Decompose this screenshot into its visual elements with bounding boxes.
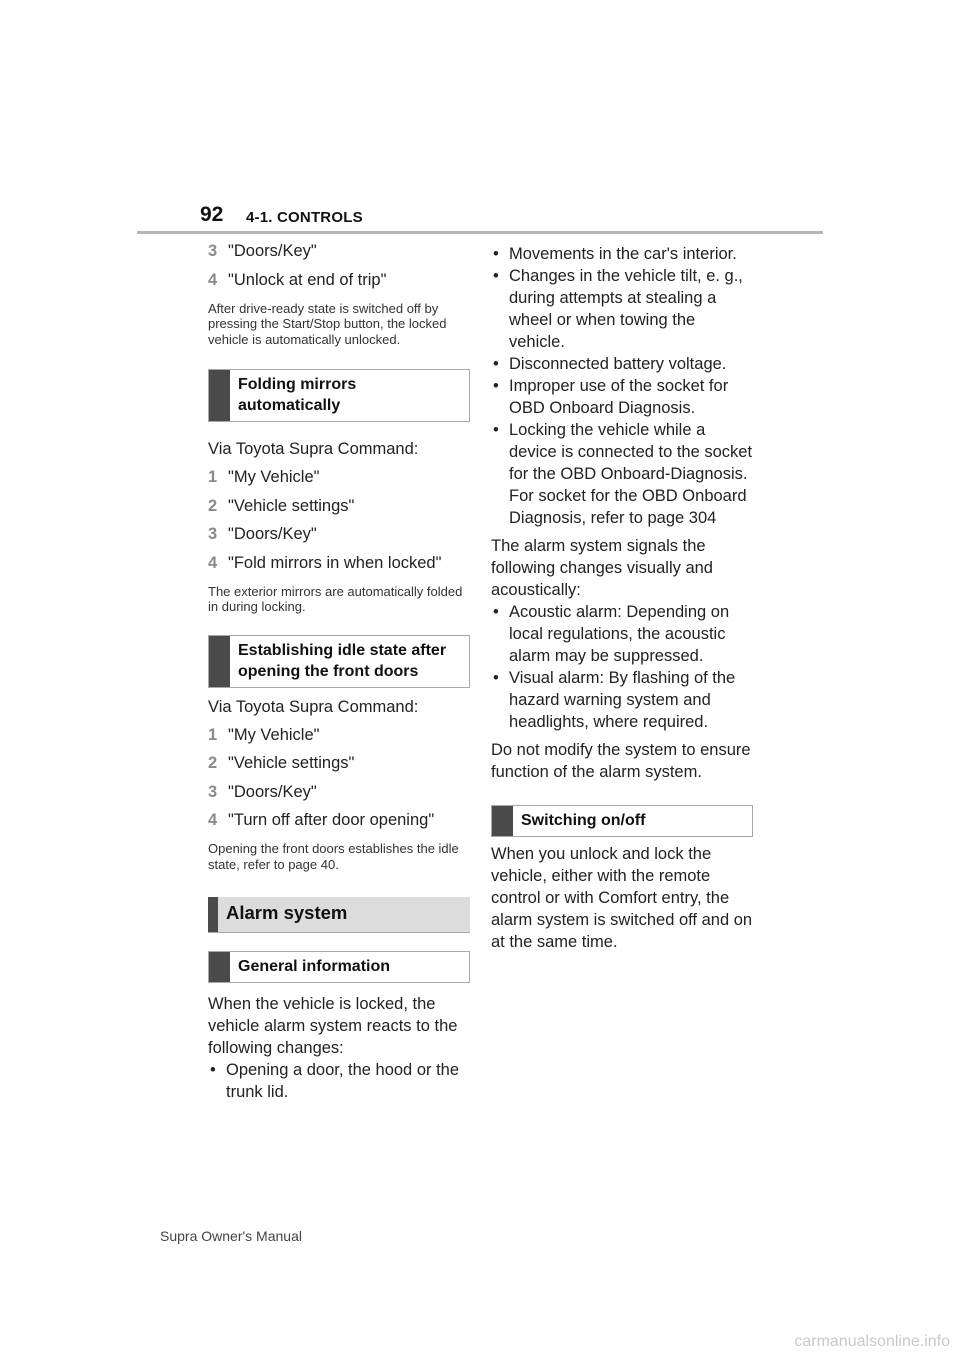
left-column bbox=[208, 240, 470, 1103]
header-rule bbox=[137, 231, 823, 234]
heading-text: Folding mirrors automatically bbox=[238, 376, 357, 414]
step-item bbox=[208, 552, 470, 574]
step-number: 2 bbox=[208, 496, 218, 515]
page-number: 92 bbox=[200, 203, 224, 226]
step-item bbox=[208, 495, 470, 517]
note-idle: Opening the front doors establishes the idle state, refer to page 40. bbox=[208, 841, 459, 872]
step-text: "Doors/Key" bbox=[228, 782, 317, 801]
via-command-text: Via Toyota Supra Command: bbox=[208, 440, 419, 458]
right-column bbox=[491, 243, 753, 953]
list-item: • Opening a door, the hood or the trunk lid. bbox=[208, 1059, 470, 1103]
heading-bar bbox=[209, 636, 230, 687]
general-info-heading bbox=[208, 951, 470, 983]
step-item bbox=[208, 752, 470, 774]
heading-text: General information bbox=[238, 958, 391, 975]
manual-name: Supra Owner's Manual bbox=[160, 1228, 302, 1244]
section-title: 4-1. CONTROLS bbox=[246, 209, 363, 226]
general-bullets bbox=[208, 1059, 470, 1103]
step-text: "Vehicle settings" bbox=[228, 754, 355, 772]
step-item bbox=[208, 809, 470, 831]
step-number: 3 bbox=[208, 782, 218, 801]
heading-text: Switching on/off bbox=[521, 812, 646, 829]
signal-bullets bbox=[491, 601, 753, 733]
switching-heading bbox=[491, 805, 753, 837]
list-item: • Acoustic alarm: Depending on local regulations, the acoustic alarm may be suppressed. bbox=[491, 601, 753, 667]
heading-bar bbox=[208, 897, 218, 932]
step-number: 4 bbox=[208, 811, 218, 829]
alarm-system-heading bbox=[208, 897, 470, 933]
change-bullets bbox=[491, 243, 753, 529]
step-text: "Turn off after door opening" bbox=[228, 811, 435, 829]
folding-mirrors-heading bbox=[208, 369, 470, 422]
heading-text: Establishing idle state after opening the front doors bbox=[238, 641, 447, 680]
step-item bbox=[208, 523, 470, 545]
step-number: 3 bbox=[208, 242, 218, 260]
step-number: 1 bbox=[208, 725, 218, 744]
list-item: • Movements in the car's interior. bbox=[491, 243, 753, 265]
list-item: • Locking the vehicle while a device is connected to the socket for the OBD Onboard-Diagnosis. For socket for the OBD Onboard Diagnosis, refer to page 304 bbox=[491, 419, 753, 529]
step-item bbox=[208, 466, 470, 488]
step-number: 4 bbox=[208, 270, 218, 289]
step-text: "Doors/Key" bbox=[228, 242, 317, 260]
step-number: 2 bbox=[208, 754, 218, 772]
step-item bbox=[208, 724, 470, 746]
watermark: carmanualsonline.info bbox=[794, 1333, 950, 1350]
note-unlock: After drive-ready state is switched off by pressing the Start/Stop button, the locked vehicle is automatically unlocked. bbox=[208, 300, 447, 347]
step-text: "Vehicle settings" bbox=[228, 496, 355, 515]
step-text: "Fold mirrors in when locked" bbox=[228, 553, 442, 572]
note-mirrors: The exterior mirrors are automatically folded in during locking. bbox=[208, 583, 463, 614]
list-item: • Disconnected battery voltage. bbox=[491, 353, 753, 375]
step-number: 1 bbox=[208, 468, 218, 486]
step-text: "Unlock at end of trip" bbox=[228, 270, 387, 289]
step-text: "My Vehicle" bbox=[228, 725, 320, 744]
step-text: "My Vehicle" bbox=[228, 468, 320, 486]
step-item bbox=[208, 269, 470, 291]
step-item bbox=[208, 781, 470, 803]
idle-state-heading bbox=[208, 635, 470, 688]
heading-bar bbox=[209, 952, 230, 982]
general-info-text: When the vehicle is locked, the vehicle alarm system reacts to the following changes: bbox=[208, 995, 458, 1057]
step-item bbox=[208, 240, 470, 262]
list-item: • Visual alarm: By flashing of the hazard warning system and headlights, where required. bbox=[491, 667, 753, 733]
modify-warning-text: Do not modify the system to ensure function of the alarm system. bbox=[491, 741, 751, 781]
step-text: "Doors/Key" bbox=[228, 525, 317, 543]
list-item: • Changes in the vehicle tilt, e. g., during attempts at stealing a wheel or when towing the vehicle. bbox=[491, 265, 753, 353]
alarm-signals-text: The alarm system signals the following changes visually and acoustically: bbox=[491, 537, 713, 599]
list-item: • Improper use of the socket for OBD Onboard Diagnosis. bbox=[491, 375, 753, 419]
step-number: 3 bbox=[208, 525, 218, 543]
heading-bar bbox=[209, 370, 230, 421]
via-command-text: Via Toyota Supra Command: bbox=[208, 697, 419, 716]
heading-bar bbox=[492, 806, 513, 836]
heading-text: Alarm system bbox=[226, 902, 348, 923]
switching-text: When you unlock and lock the vehicle, either with the remote control or with Comfort entry, the alarm system is switched off and on at the same time. bbox=[491, 845, 753, 951]
step-number: 4 bbox=[208, 553, 218, 572]
